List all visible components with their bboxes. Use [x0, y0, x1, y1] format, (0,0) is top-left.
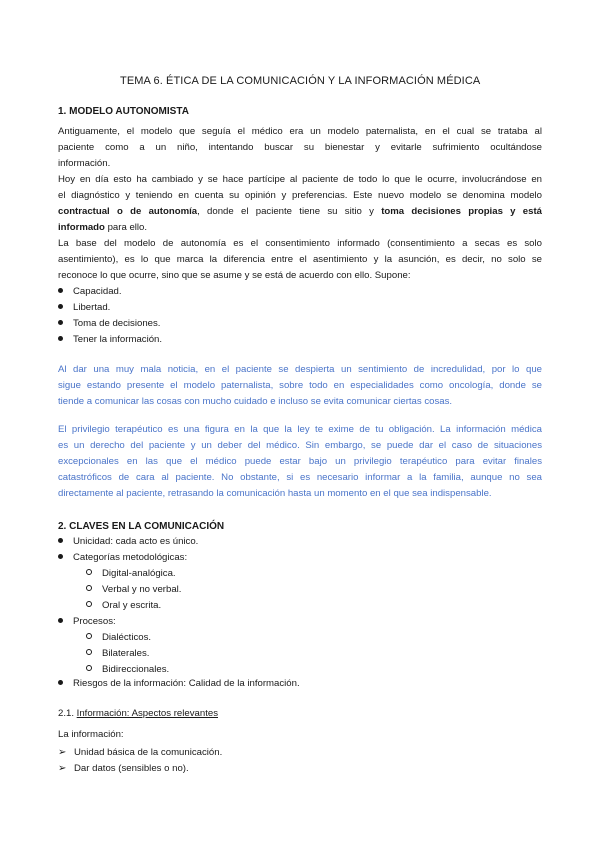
text-line: catastróficos de cara al paciente. No obstante, si es necesario informar a la familia, aunque no sea — [58, 472, 542, 483]
bullet-dot-icon — [58, 336, 63, 341]
bullet-item: Tener la información. — [58, 332, 162, 348]
arrow-item: ➢ Unidad básica de la comunicación. — [58, 745, 222, 761]
sub-bullet-item: Digital-analógica. — [86, 566, 176, 582]
section-heading-modelo-autonomista: 1. MODELO AUTONOMISTA — [58, 106, 189, 117]
text-line: tiende a comunicar las cosas con mucho cuidado e incluso se evita comunicar ciertas cosas. — [58, 396, 453, 407]
page-title: TEMA 6. ÉTICA DE LA COMUNICACIÓN Y LA INFORMACIÓN MÉDICA — [120, 75, 481, 87]
paragraph-mala-noticia — [58, 362, 542, 410]
paragraph-paternalista — [58, 124, 542, 284]
bullet-dot-icon — [58, 554, 63, 559]
sub-bullet-item: Oral y escrita. — [86, 598, 161, 614]
sub-bullet-item: Bilaterales. — [86, 646, 149, 662]
bullet-item: Unicidad: cada acto es único. — [58, 534, 198, 550]
bold-term: contractual o de autonomía — [58, 206, 198, 217]
text-line: El privilegio terapéutico es una figura en la que la ley te exime de tu obligación. La información médica — [58, 424, 542, 435]
bullet-item: Riesgos de la información: Calidad de la información. — [58, 676, 300, 692]
bullet-dot-icon — [58, 538, 63, 543]
text-line: La base del modelo de autonomía es el consentimiento informado (consentimiento a secas es solo — [58, 238, 542, 249]
sub-bullet-item: Dialécticos. — [86, 630, 151, 646]
bullet-circle-icon — [86, 569, 92, 575]
subsection-heading-informacion: 2.1. Información: Aspectos relevantes — [58, 708, 218, 719]
bullet-item: Procesos: — [58, 614, 116, 630]
text-fragment: para ello. — [104, 222, 148, 233]
text-line: sigue estando presente el modelo paternalista, sobre todo en especialidades como oncología, donde se — [58, 380, 542, 391]
bullet-dot-icon — [58, 288, 63, 293]
text-line: es un derecho del paciente y un deber del médico. Sin embargo, se puede dar el caso de situaciones — [58, 440, 542, 451]
bullet-dot-icon — [58, 618, 63, 623]
bullet-dot-icon — [58, 680, 63, 685]
bullet-dot-icon — [58, 320, 63, 325]
bullet-item: Libertad. — [58, 300, 110, 316]
text-line: directamente al paciente, retrasando la comunicación hasta un momento en el que sea indispensable. — [58, 488, 492, 499]
arrow-item: ➢ Dar datos (sensibles o no). — [58, 761, 189, 777]
bullet-item: Toma de decisiones. — [58, 316, 160, 332]
bullet-item: Categorías metodológicas: — [58, 550, 187, 566]
bullet-dot-icon — [58, 304, 63, 309]
text-line: excepcionales en las que el médico puede estar bajo un privilegio terapéutico para evitar finales — [58, 456, 542, 467]
section-heading-claves: 2. CLAVES EN LA COMUNICACIÓN — [58, 521, 225, 532]
bullet-circle-icon — [86, 585, 92, 591]
bold-term: informado — [58, 222, 105, 233]
text-line: paciente como a un niño, intentando buscar su bienestar y evitarle sufrimiento ocultándose — [58, 142, 542, 153]
text-line: el diagnóstico y teniendo en cuenta su opinión y preferencias. Este nuevo modelo se denomina modelo — [58, 190, 542, 201]
text-line-mixed — [58, 204, 542, 220]
bullet-circle-icon — [86, 649, 92, 655]
bullet-circle-icon — [86, 601, 92, 607]
text-line: Al dar una muy mala noticia, en el paciente se despierta un sentimiento de incredulidad, por lo que — [58, 364, 542, 375]
sub-bullet-item: Verbal y no verbal. — [86, 582, 181, 598]
bullet-circle-icon — [86, 665, 92, 671]
text-line: Hoy en día esto ha cambiado y se hace partícipe al paciente de todo lo que le ocurre, involucrándose en — [58, 174, 542, 185]
text-line: reconoce lo que ocurre, sino que se asume y se está de acuerdo con ello. Supone: — [58, 270, 411, 281]
text-fragment: , donde el paciente tiene su sitio y — [197, 206, 382, 217]
bold-term: toma decisiones propias y está — [381, 206, 542, 217]
paragraph-privilegio-terapeutico — [58, 422, 542, 502]
arrow-bullet-icon: ➢ — [58, 747, 67, 758]
bullet-circle-icon — [86, 633, 92, 639]
text-line: asentimiento), es lo que marca la diferencia entre el asentimiento y la asunción, es decir, no solo se — [58, 254, 542, 265]
arrow-bullet-icon: ➢ — [58, 763, 67, 774]
text-line-mixed — [58, 220, 542, 236]
text-line: información. — [58, 158, 111, 169]
sub-bullet-item: Bidireccionales. — [86, 662, 169, 678]
bullet-item: Capacidad. — [58, 284, 122, 300]
intro-text: La información: — [58, 729, 124, 740]
text-line: Antiguamente, el modelo que seguía el médico era un modelo paternalista, en el cual se trataba al — [58, 126, 542, 137]
